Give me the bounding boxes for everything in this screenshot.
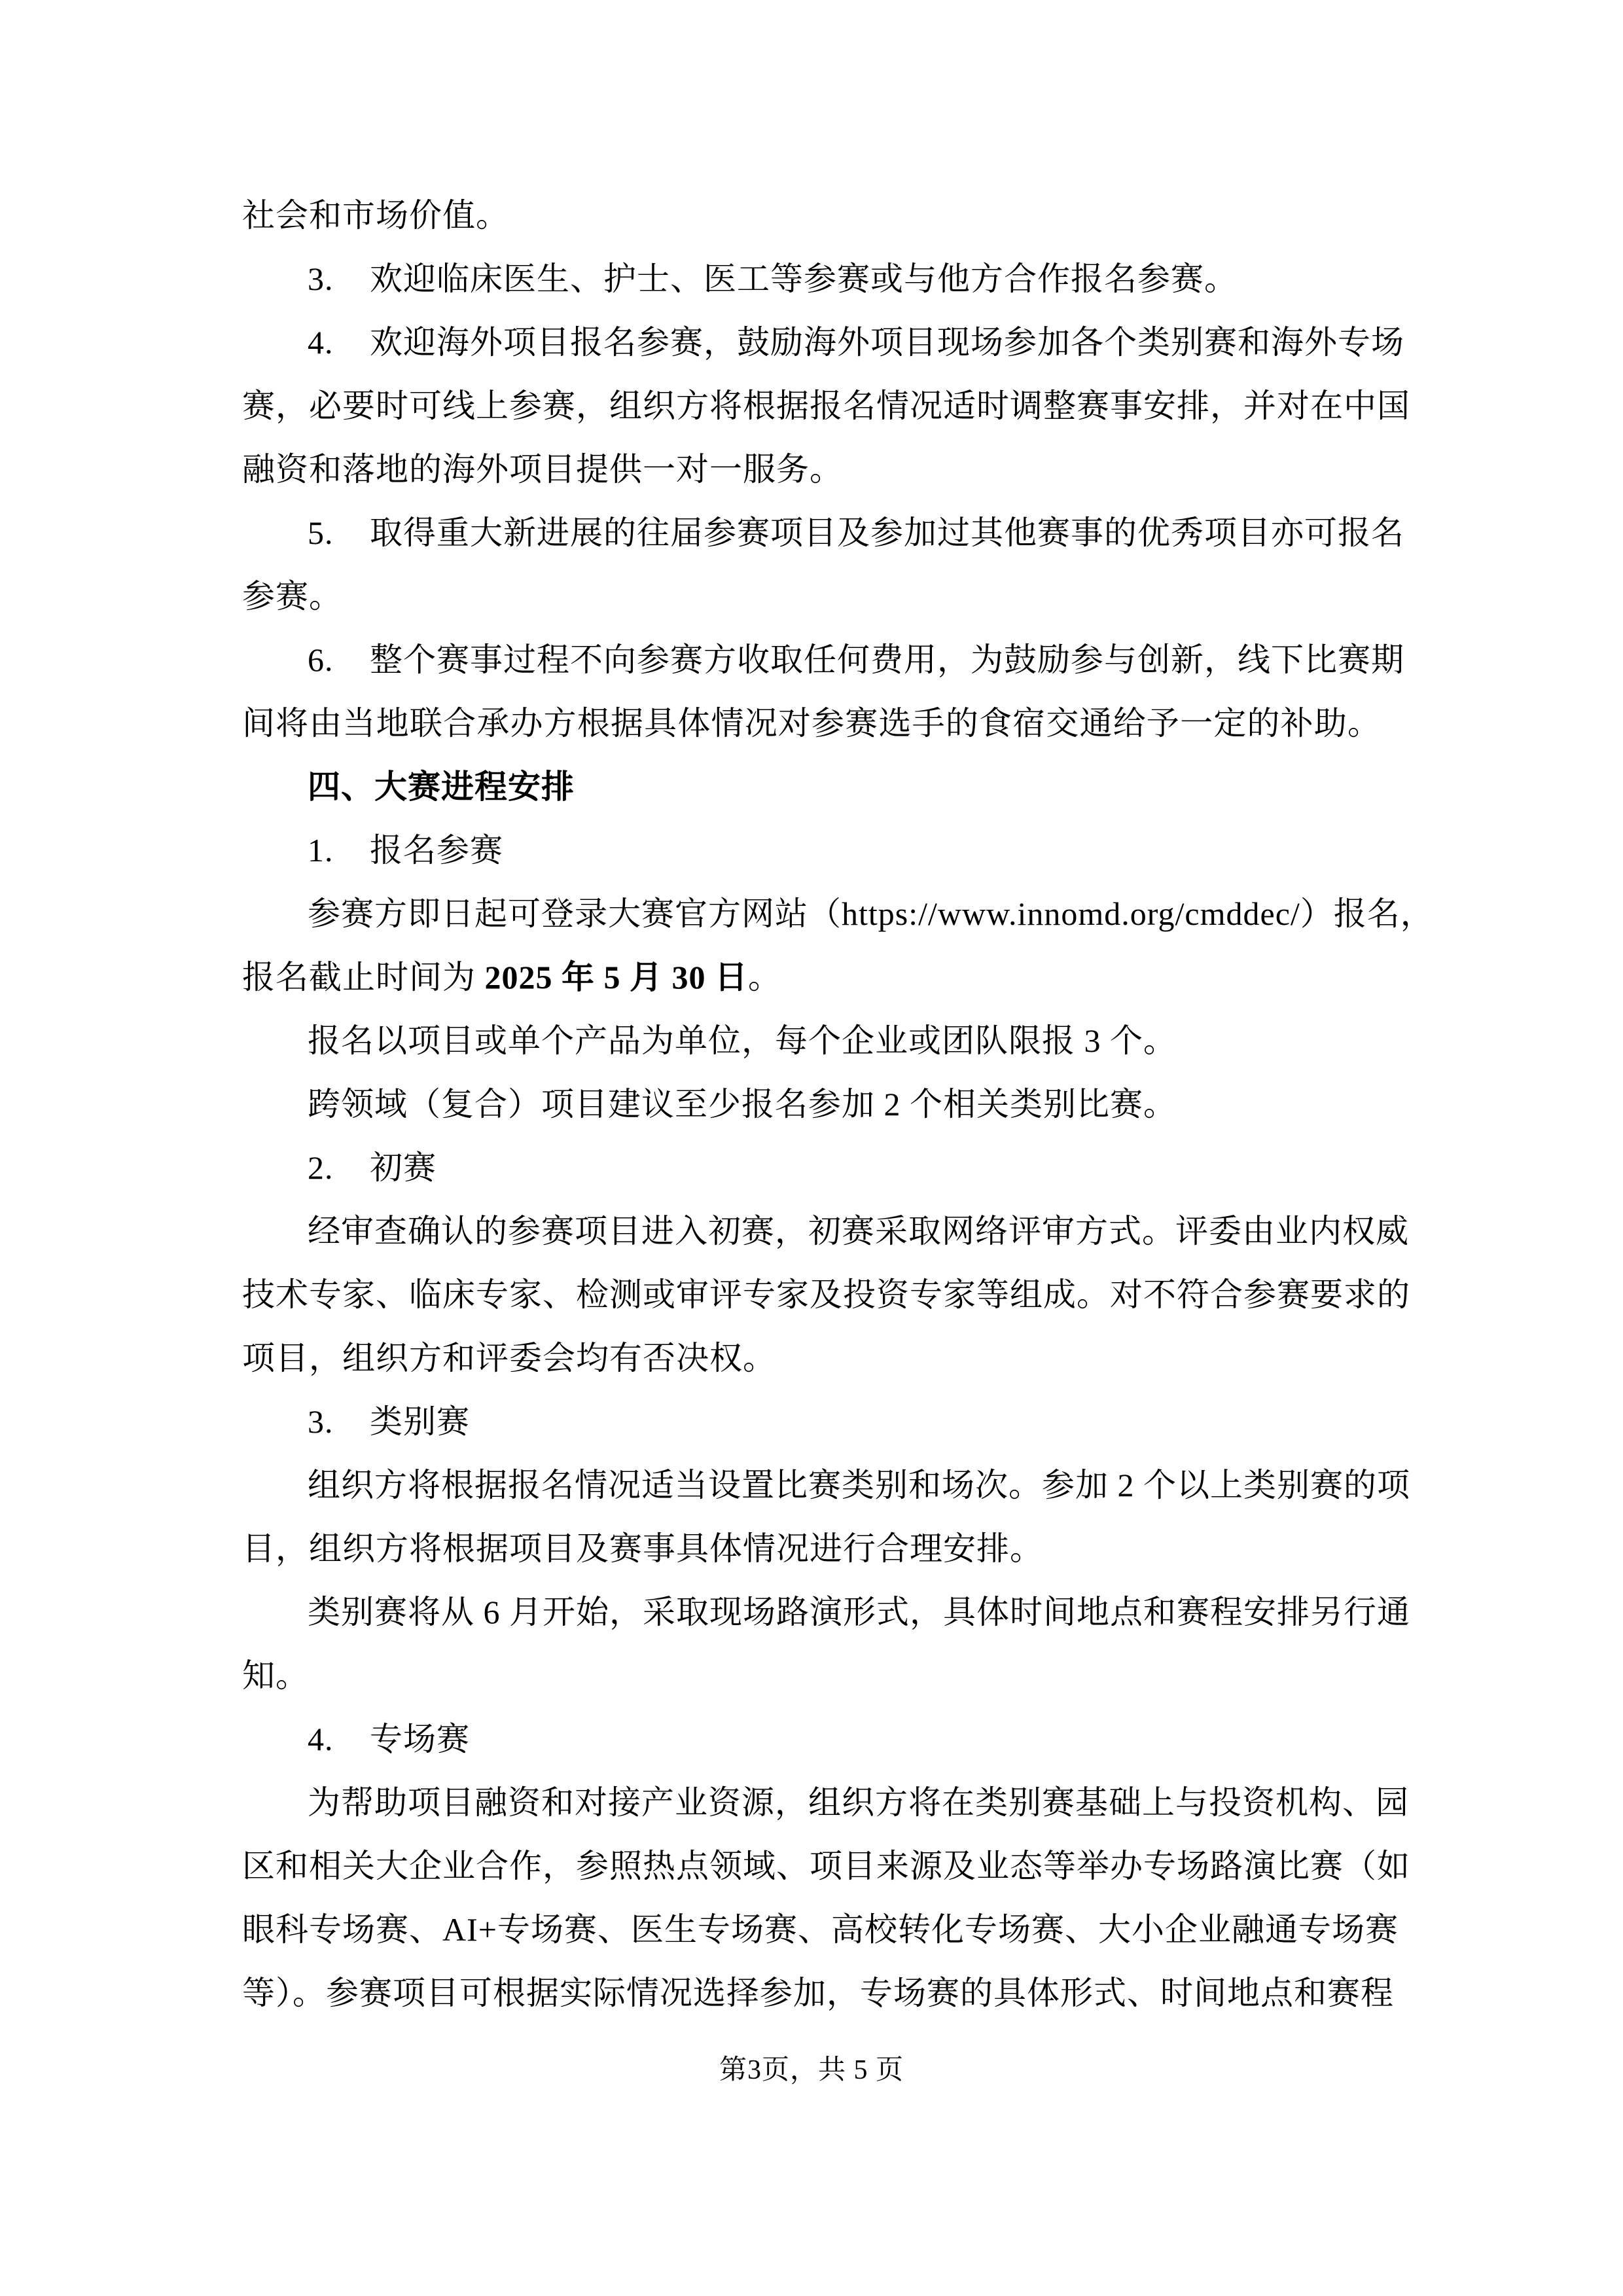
- line-text: 报名以项目或单个产品为单位，每个企业或团队限报 3 个。: [308, 1022, 1177, 1059]
- text-line: [242, 1454, 1410, 1517]
- list-number: 3.: [308, 1403, 334, 1440]
- list-item: [242, 1708, 1381, 1771]
- text-line: [242, 374, 1410, 438]
- line-text: 类别赛将从 6 月开始，采取现场路演形式，具体时间地点和赛程安排另行通: [308, 1594, 1410, 1630]
- line-text: 项目，组织方和评委会均有否决权。: [242, 1340, 776, 1376]
- line-text: 报名参赛: [370, 832, 503, 869]
- list-item: [242, 501, 1404, 565]
- text-line: [242, 565, 1381, 628]
- text-line: [242, 1263, 1410, 1327]
- text-line: [242, 1073, 1381, 1136]
- line-text: 技术专家、临床专家、检测或审评专家及投资专家等组成。对不符合参赛要求的: [242, 1276, 1410, 1313]
- text-line: [242, 1009, 1381, 1073]
- list-number: 6.: [308, 641, 334, 678]
- text-line: [242, 1962, 1394, 2025]
- line-text: 参赛。: [242, 578, 342, 615]
- line-text: 整个赛事过程不向参赛方收取任何费用，为鼓励参与创新，线下比赛期: [370, 641, 1404, 678]
- text-line: [242, 438, 1381, 501]
- text-line: [242, 1835, 1410, 1898]
- text-line: [242, 1200, 1409, 1263]
- line-text: 跨领域（复合）项目建议至少报名参加 2 个相关类别比赛。: [308, 1086, 1177, 1122]
- line-text: 初赛: [370, 1149, 437, 1186]
- text-line: [242, 692, 1381, 755]
- line-text: 区和相关大企业合作，参照热点领域、项目来源及业态等举办专场路演比赛（如: [242, 1848, 1410, 1884]
- text-line: [242, 1327, 1381, 1390]
- line-text: 欢迎海外项目报名参赛，鼓励海外项目现场参加各个类别赛和海外专场: [370, 324, 1404, 361]
- page-number: [0, 2051, 1623, 2090]
- text-line: [242, 1581, 1410, 1644]
- list-item: [242, 819, 1381, 882]
- section-heading: [242, 755, 1381, 819]
- list-number: 2.: [308, 1149, 334, 1186]
- line-text: 等）。参赛项目可根据实际情况选择参加，专场赛的具体形式、时间地点和赛程: [242, 1975, 1394, 2011]
- list-item: [242, 311, 1404, 374]
- text-line: [242, 1517, 1381, 1581]
- line-text: 组织方将根据报名情况适当设置比赛类别和场次。参加 2 个以上类别赛的项: [308, 1467, 1410, 1503]
- list-number: 4.: [308, 1721, 334, 1757]
- line-text: 取得重大新进展的往届参赛项目及参加过其他赛事的优秀项目亦可报名: [370, 514, 1404, 551]
- list-number: 4.: [308, 324, 334, 361]
- line-text: 类别赛: [370, 1403, 470, 1440]
- list-item: [242, 1136, 1381, 1200]
- line-text: 间将由当地联合承办方根据具体情况对参赛选手的食宿交通给予一定的补助。: [242, 705, 1381, 742]
- line-text: 欢迎临床医生、护士、医工等参赛或与他方合作报名参赛。: [370, 260, 1238, 297]
- line-text: 目，组织方将根据项目及赛事具体情况进行合理安排。: [242, 1530, 1043, 1567]
- text-line: [242, 1771, 1409, 1835]
- deadline-date: 2025 年 5 月 30 日: [484, 959, 748, 996]
- page-number-text: 第3页，共 5 页: [719, 2055, 904, 2085]
- list-number: 1.: [308, 832, 334, 869]
- text-line: [242, 882, 1434, 946]
- list-item: [242, 1390, 1381, 1454]
- list-number: 3.: [308, 260, 334, 297]
- text-line: [242, 184, 1381, 247]
- line-text: 。: [748, 959, 781, 996]
- line-text: 报名截止时间为: [242, 959, 485, 996]
- line-text: 赛，必要时可线上参赛，组织方将根据报名情况适时调整赛事安排，并对在中国: [242, 387, 1410, 424]
- line-text: 眼科专场赛、AI+专场赛、医生专场赛、高校转化专场赛、大小企业融通专场赛: [242, 1911, 1399, 1948]
- text-line: [242, 1644, 1381, 1708]
- list-item: [242, 247, 1381, 311]
- line-text: 社会和市场价值。: [242, 197, 509, 234]
- text-line: [242, 946, 1381, 1009]
- line-text-with-url: 参赛方即日起可登录大赛官方网站（https://www.innomd.org/cmddec/）报名，: [308, 895, 1434, 932]
- list-item: [242, 628, 1404, 692]
- body-text: [242, 184, 1434, 2025]
- line-text: 为帮助项目融资和对接产业资源，组织方将在类别赛基础上与投资机构、园: [308, 1784, 1409, 1821]
- text-line: [242, 1898, 1399, 1962]
- line-text: 专场赛: [370, 1721, 470, 1757]
- line-text: 融资和落地的海外项目提供一对一服务。: [242, 451, 843, 488]
- list-number: 5.: [308, 514, 334, 551]
- line-text: 知。: [242, 1657, 309, 1694]
- heading-text: 四、大赛进程安排: [308, 768, 575, 805]
- line-text: 经审查确认的参赛项目进入初赛，初赛采取网络评审方式。评委由业内权威: [308, 1213, 1409, 1249]
